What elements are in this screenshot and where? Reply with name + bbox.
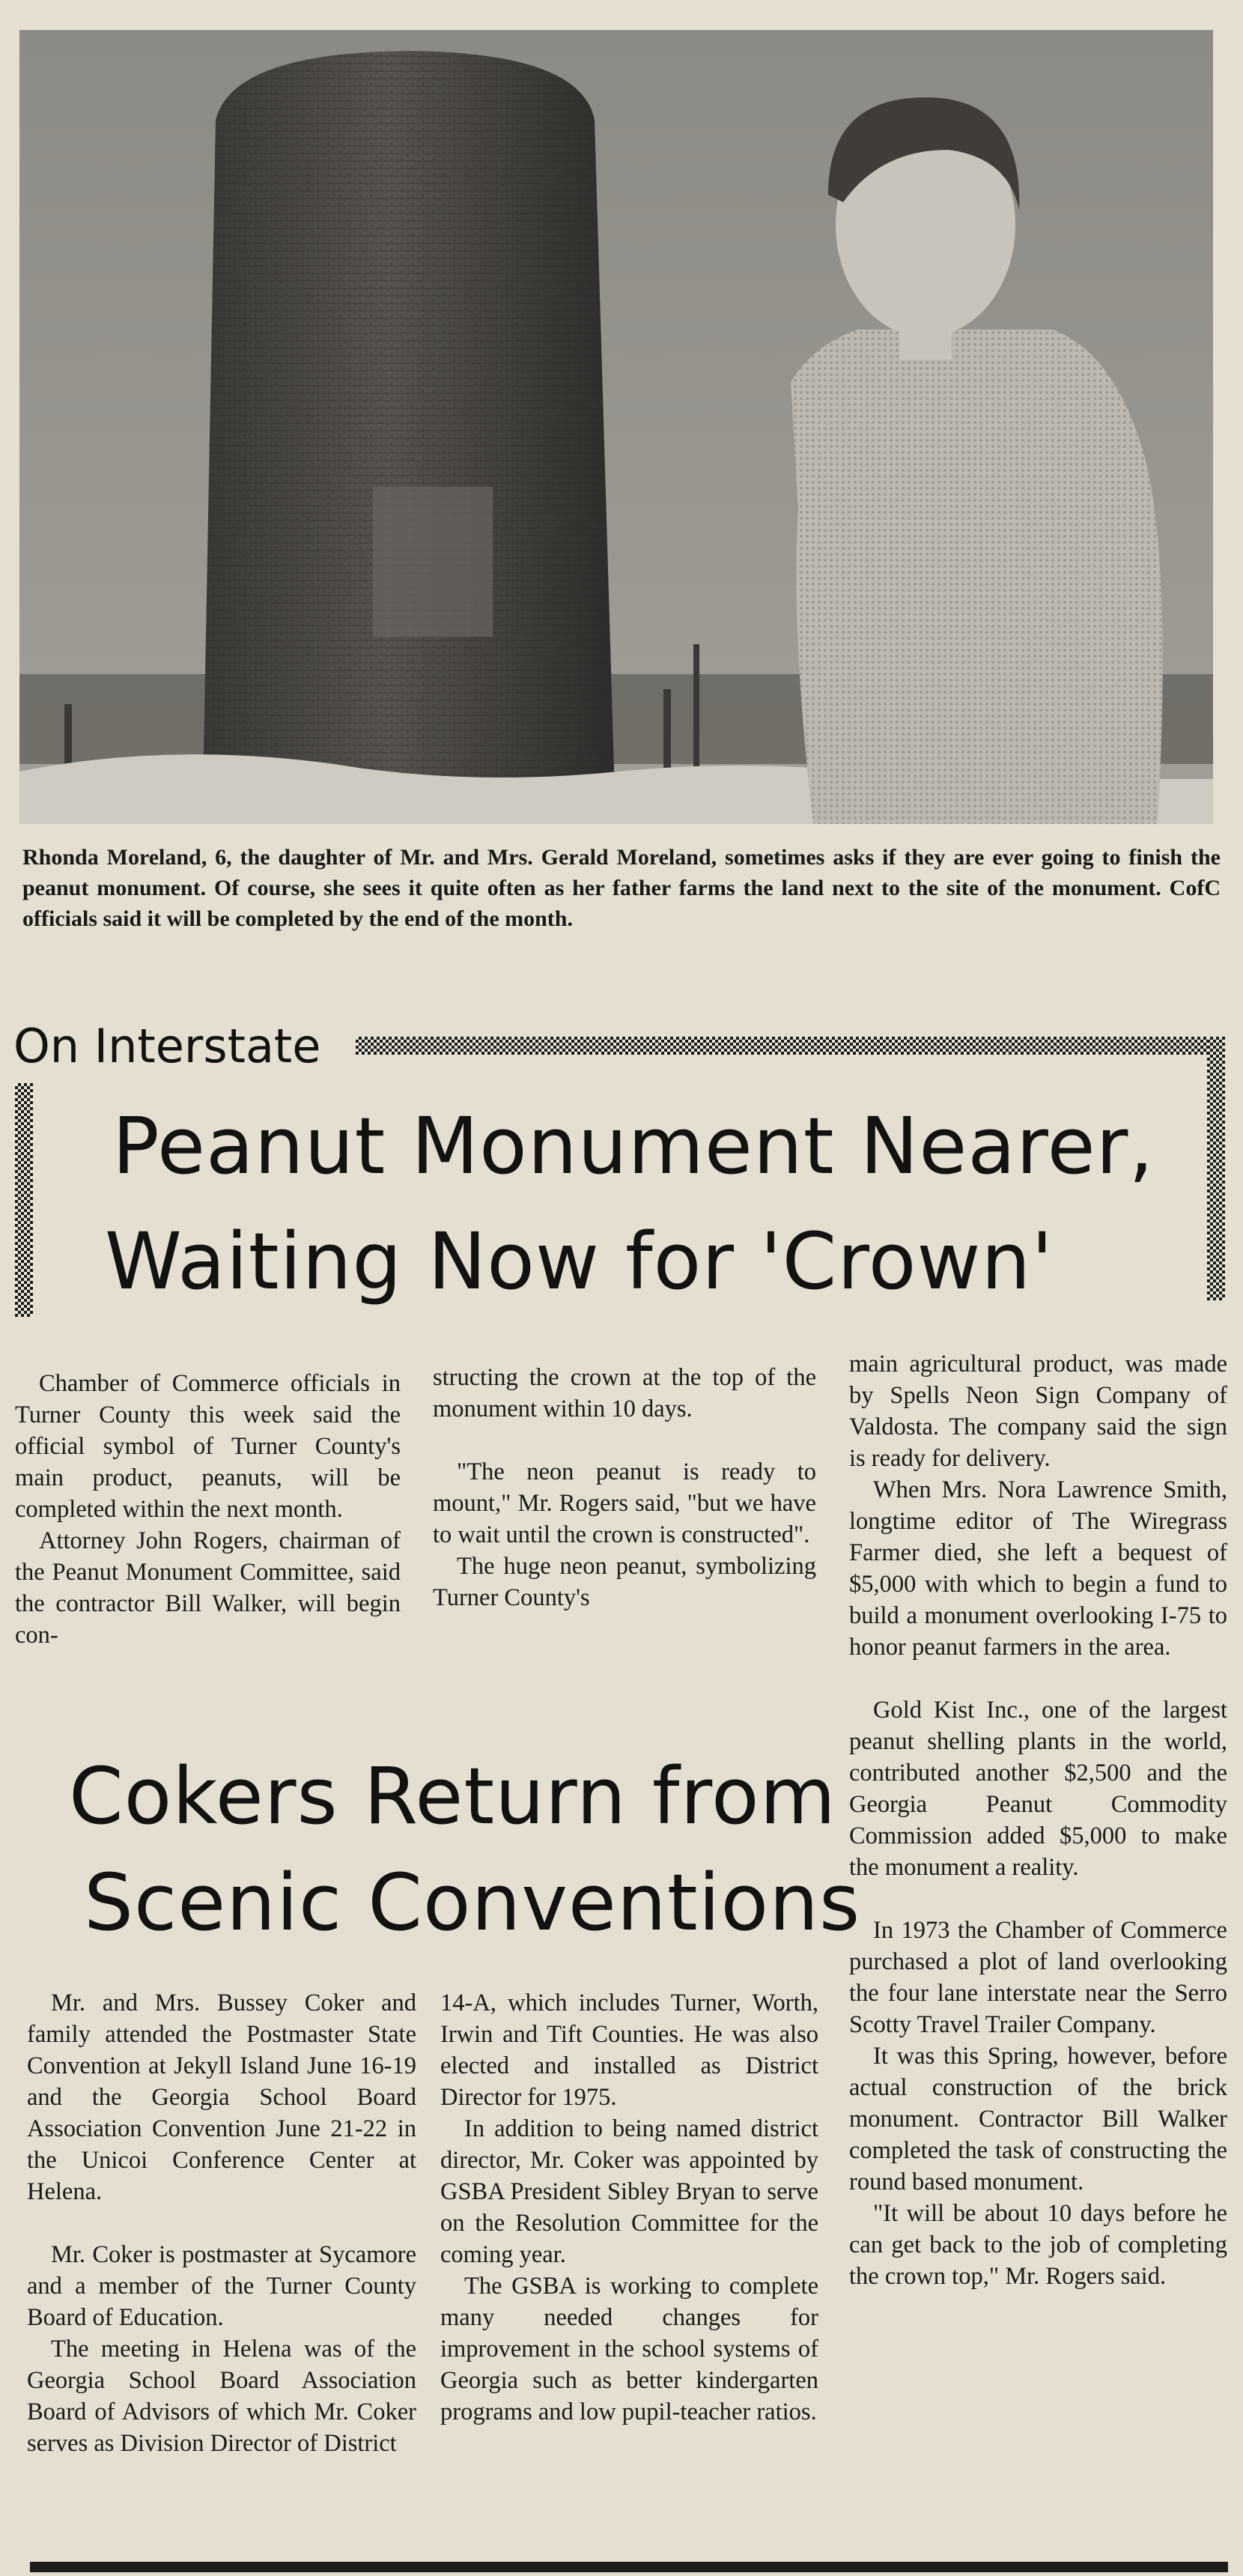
paragraph: main agricultural product, was made by Spells Neon Sign Company of Valdosta. The company said the sign is ready for delivery. [849, 1351, 1227, 1472]
photo-caption: Rhonda Moreland, 6, the daughter of Mr. and Mrs. Gerald Moreland, sometimes asks if they are ever going to finish the peanut monument. Of course, she sees it quite often as her father farms the land next to the site of the monument. CofC officials said it will be completed by the end of the month. [22, 845, 1221, 931]
paragraph: In addition to being named district director, Mr. Coker was appointed by GSBA President Sibley Bryan to serve on the Resolution Committee for the coming year. [440, 2115, 818, 2268]
paragraph: The GSBA is working to complete many needed changes for improvement in the school systems of Georgia such as better kindergarten programs and low pupil-teacher ratios. [440, 2273, 818, 2425]
article1-column-3 [849, 1348, 1227, 2292]
article2-headline-line2: Scenic Conventions [84, 1857, 861, 1948]
paragraph: When Mrs. Nora Lawrence Smith, longtime editor of The Wiregrass Farmer died, she left a bequest of $5,000 with which to begin a fund to build a monument overlooking I-75 to honor peanut farmers in the area. [849, 1476, 1227, 1661]
article2-column-1 [27, 1987, 416, 2459]
paragraph: Attorney John Rogers, chairman of the Peanut Monument Committee, said the contractor Bill Walker, will begin con- [15, 1527, 401, 1649]
article2-column-2 [440, 1987, 818, 2428]
headline-box-left-border [15, 1083, 33, 1317]
article1-headline-line2: Waiting Now for 'Crown' [105, 1216, 1054, 1307]
article2-headline-line1: Cokers Return from [69, 1751, 836, 1842]
bottom-rule [30, 2562, 1228, 2572]
paragraph: In 1973 the Chamber of Commerce purchased a plot of land overlooking the four lane interstate near the Serro Scotty Travel Trailer Company. [849, 1917, 1227, 2038]
photo-illustration [19, 30, 1213, 824]
paragraph: The meeting in Helena was of the Georgia School Board Association Board of Advisors of which Mr. Coker serves as Division Director of District [27, 2336, 416, 2457]
article1-kicker: On Interstate [13, 1019, 321, 1073]
article1-column-1 [15, 1368, 401, 1651]
article1-headline-line1: Peanut Monument Nearer, [112, 1100, 1155, 1192]
paragraph: structing the crown at the top of the monument within 10 days. [433, 1364, 816, 1422]
headline-box-top-border [356, 1037, 1224, 1055]
paragraph: 14-A, which includes Turner, Worth, Irwin and Tift Counties. He was also elected and installed as District Director for 1975. [440, 1989, 818, 2111]
paragraph: "The neon peanut is ready to mount," Mr. Rogers said, "but we have to wait until the crown is constructed". [433, 1458, 816, 1548]
paragraph: Mr. and Mrs. Bussey Coker and family attended the Postmaster State Convention at Jekyll Island June 16-19 and the Georgia School Board Association Convention June 21-22 in the Unicoi Conference Center at Helena. [27, 1989, 416, 2205]
paragraph: The huge neon peanut, symbolizing Turner County's [433, 1553, 816, 1611]
article1-column-2 [433, 1362, 816, 1613]
paragraph: Mr. Coker is postmaster at Sycamore and a member of the Turner County Board of Education. [27, 2241, 416, 2331]
paragraph: Gold Kist Inc., one of the largest peanut shelling plants in the world, contributed another $2,500 and the Georgia Peanut Commodity Commission added $5,000 to make the monument a reality. [849, 1697, 1227, 1881]
paragraph: "It will be about 10 days before he can get back to the job of completing the crown top," Mr. Rogers said. [849, 2200, 1227, 2290]
news-photo [19, 30, 1213, 824]
paragraph: Chamber of Commerce officials in Turner County this week said the official symbol of Turner County's main product, peanuts, will be completed within the next month. [15, 1370, 401, 1523]
headline-box-right-border [1207, 1037, 1225, 1300]
paragraph: It was this Spring, however, before actual construction of the brick monument. Contractor Bill Walker completed the task of constructing the round based monument. [849, 2043, 1227, 2195]
